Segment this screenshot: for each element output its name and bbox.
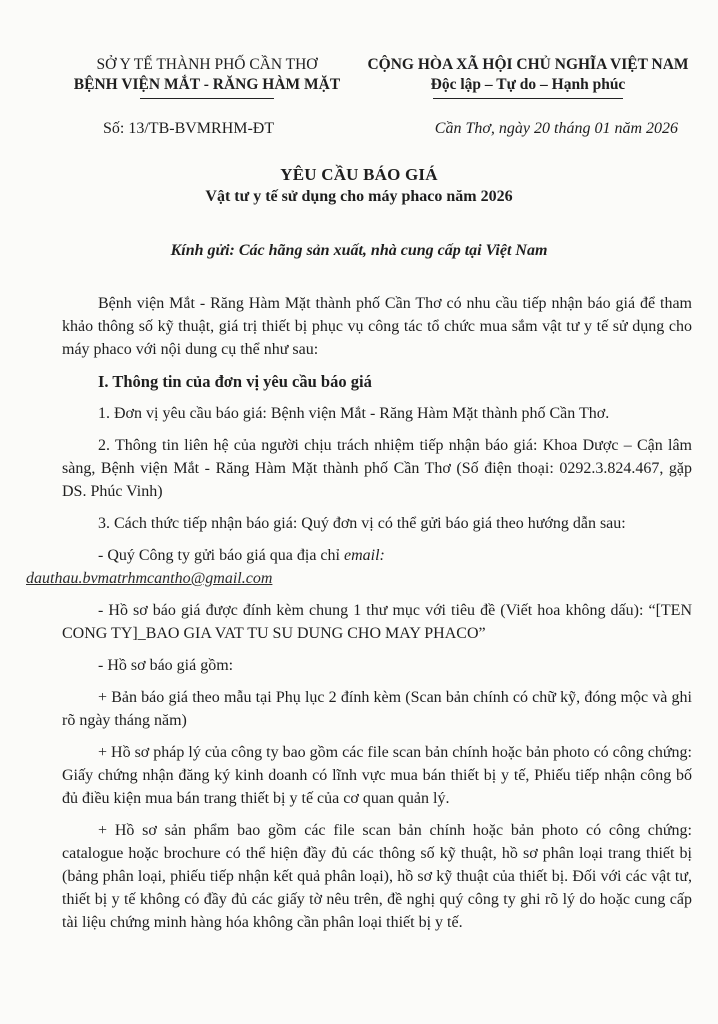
document-subtitle: Vật tư y tế sử dụng cho máy phaco năm 2026 (205, 188, 513, 205)
dossier-heading: - Hồ sơ báo giá gồm: (98, 657, 234, 674)
item-2: 2. Thông tin liên hệ của người chịu trách nhiệm tiếp nhận báo giá: Khoa Dược – Cận lâm sàng, Bệnh viện Mắt - Răng Hàm Mặt thành phố Cần Thơ (Số điện thoại: 0292.3.824.467, gặp DS. Phúc Vinh) (62, 437, 692, 500)
email-paragraph (26, 544, 692, 590)
document-body (26, 292, 692, 943)
motto-underline (433, 98, 623, 99)
document-number: Số: 13/TB-BVMRHM-ĐT (103, 120, 275, 137)
dossier-item-1: + Bản báo giá theo mẫu tại Phụ lục 2 đính kèm (Scan bản chính có chữ kỹ, đóng mộc và ghi rõ ngày tháng năm) (62, 689, 692, 729)
section-heading: I. Thông tin của đơn vị yêu cầu báo giá (98, 372, 372, 391)
issuer-department: SỞ Y TẾ THÀNH PHỐ CẦN THƠ (96, 56, 318, 73)
national-motto-block (358, 55, 698, 95)
intro-paragraph: Bệnh viện Mắt - Răng Hàm Mặt thành phố Cần Thơ có nhu cầu tiếp nhận báo giá để tham khảo thông số kỹ thuật, giá trị thiết bị phục vụ công tác tổ chức mua sắm vật tư y tế sử dụng cho máy phaco với nội dung cụ thể như sau: (62, 295, 692, 358)
email-prefix: - Quý Công ty gửi báo giá qua địa chỉ (98, 547, 344, 564)
place-date: Cần Thơ, ngày 20 tháng 01 năm 2026 (434, 120, 678, 137)
item-1: 1. Đơn vị yêu cầu báo giá: Bệnh viện Mắt - Răng Hàm Mặt thành phố Cần Thơ. (98, 405, 610, 422)
national-motto: Độc lập – Tự do – Hạnh phúc (430, 76, 626, 93)
email-label: email: (343, 547, 385, 564)
issuer-hospital: BỆNH VIỆN MẮT - RĂNG HÀM MẶT (73, 76, 341, 93)
recipient-line: Kính gửi: Các hãng sản xuất, nhà cung cấp tại Việt Nam (170, 242, 548, 259)
issuer-underline (140, 98, 274, 99)
dossier-item-2: + Hồ sơ pháp lý của công ty bao gồm các file scan bản chính hoặc bản photo có công chứng: Giấy chứng nhận đăng ký kinh doanh có lĩnh vực mua bán thiết bị y tế, Phiếu tiếp nhận công bố đủ điều kiện mua bán trang thiết bị y tế của cơ quan quản lý. (62, 744, 692, 807)
dossier-item-3: + Hồ sơ sản phẩm bao gồm các file scan bản chính hoặc bản photo có công chứng: catalogue hoặc brochure có thể hiện đầy đủ các thông số kỹ thuật, hồ sơ phân loại trang thiết bị (bảng phân loại, phiếu tiếp nhận kết quả phân loại), hồ sơ kỹ thuật của thiết bị. Đối với các vật tư, thiết bị y tế không có đầy đủ các giấy tờ nêu trên, đề nghị quý công ty ghi rõ lý do hoặc cung cấp tài liệu chứng minh hàng hóa không cần phân loại thiết bị y tế. (62, 822, 692, 931)
document-title: YÊU CẦU BÁO GIÁ (280, 165, 438, 184)
issuer-block (62, 55, 352, 95)
national-title: CỘNG HÒA XÃ HỘI CHỦ NGHĨA VIỆT NAM (367, 56, 689, 73)
item-3: 3. Cách thức tiếp nhận báo giá: Quý đơn vị có thể gửi báo giá theo hướng dẫn sau: (98, 515, 626, 532)
folder-note: - Hồ sơ báo giá được đính kèm chung 1 thư mục với tiêu đề (Viết hoa không dấu): “[TEN CONG TY]_BAO GIA VAT TU SU DUNG CHO MAY PHACO” (62, 602, 692, 642)
email-link[interactable]: dauthau.bvmatrhmcantho@gmail.com (26, 570, 273, 587)
